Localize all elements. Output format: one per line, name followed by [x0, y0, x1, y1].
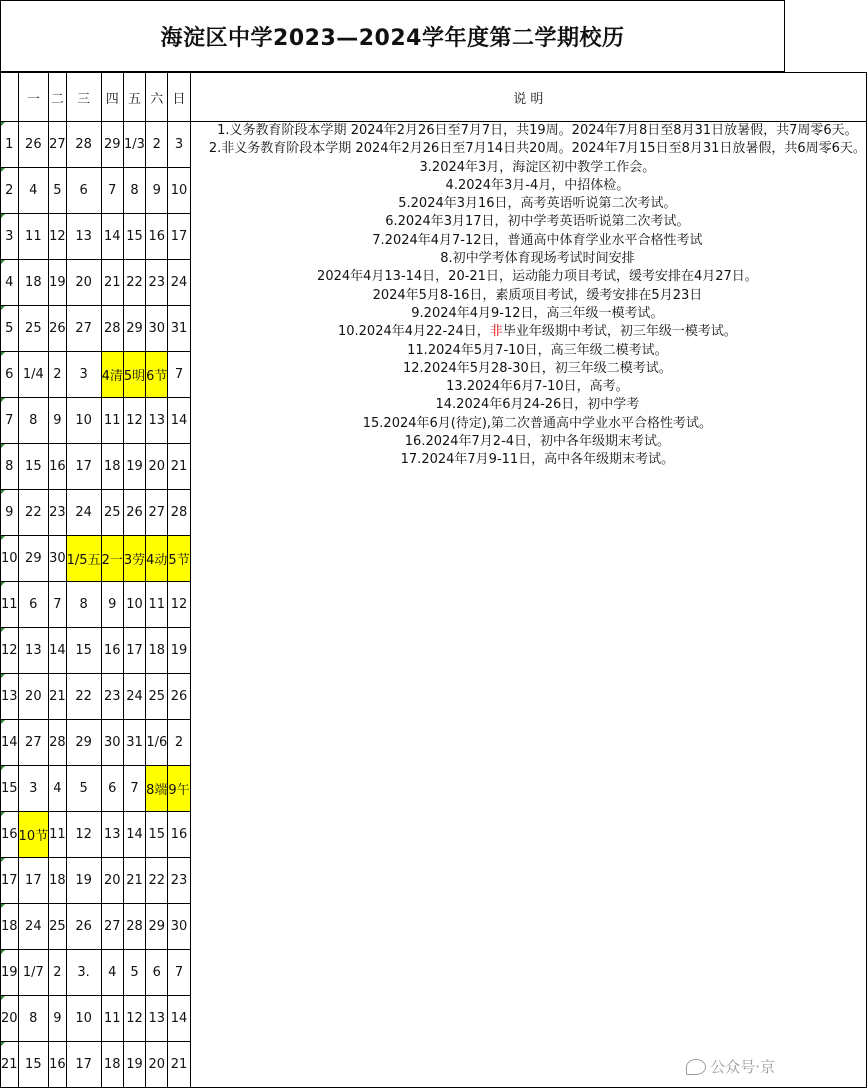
- day-cell: 7: [101, 168, 123, 214]
- day-cell: 20: [18, 674, 49, 720]
- day-cell: 4: [18, 168, 49, 214]
- day-cell: 9: [146, 168, 168, 214]
- note-text: 11.2024年5月7-10日，高三年级二模考试。: [407, 342, 668, 358]
- day-cell: 18: [18, 260, 49, 306]
- day-cell: 10: [66, 996, 101, 1042]
- note-text: 16.2024年7月2-4日，初中各年级期末考试。: [404, 434, 671, 450]
- note-item: [191, 213, 866, 231]
- note-item: [191, 140, 866, 158]
- note-text: 9.2024年4月9-12日，高三年级一模考试。: [411, 305, 664, 321]
- note-text: 8.初中学考体育现场考试时间安排: [440, 251, 635, 267]
- holiday-cell: 4动: [146, 536, 168, 582]
- day-cell: 10: [123, 582, 145, 628]
- day-cell: 15: [146, 812, 168, 858]
- day-cell: 25: [18, 306, 49, 352]
- day-cell: 6: [101, 766, 123, 812]
- day-cell: 25: [146, 674, 168, 720]
- day-cell: 3: [168, 122, 190, 168]
- day-cell: 14: [168, 996, 190, 1042]
- day-cell: 27: [66, 306, 101, 352]
- week-number: 9: [1, 490, 19, 536]
- day-cell: 9: [101, 582, 123, 628]
- watermark: [686, 1056, 775, 1077]
- day-cell: 17: [66, 1042, 101, 1088]
- day-cell: 18: [101, 1042, 123, 1088]
- note-text: 10.2024年4月22-24日，: [337, 324, 490, 340]
- day-cell: 10: [66, 398, 101, 444]
- week-number: 16: [1, 812, 19, 858]
- day-cell: 15: [123, 214, 145, 260]
- holiday-cell: 4清: [101, 352, 123, 398]
- day-cell: 28: [168, 490, 190, 536]
- day-cell: 15: [18, 444, 49, 490]
- header-notes: 说 明: [190, 73, 866, 122]
- day-cell: 6: [66, 168, 101, 214]
- note-text: 2024年4月13-14日，20-21日，运动能力项目考试，缓考安排在4月27日。: [317, 269, 758, 285]
- day-cell: 30: [168, 904, 190, 950]
- day-cell: 3: [66, 352, 101, 398]
- day-cell: 20: [101, 858, 123, 904]
- header-weekday: 二: [49, 73, 67, 122]
- day-cell: 21: [123, 858, 145, 904]
- day-cell: 22: [146, 858, 168, 904]
- day-cell: 30: [49, 536, 67, 582]
- day-cell: 21: [168, 1042, 190, 1088]
- day-cell: 13: [18, 628, 49, 674]
- page-title: 海淀区中学2023—2024学年度第二学期校历: [0, 0, 785, 72]
- week-number: 6: [1, 352, 19, 398]
- day-cell: 14: [101, 214, 123, 260]
- header-row: [1, 73, 867, 122]
- note-text: 3.2024年3月，海淀区初中教学工作会。: [419, 159, 656, 175]
- day-cell: 2: [49, 950, 67, 996]
- day-cell: 27: [49, 122, 67, 168]
- day-cell: 3.: [66, 950, 101, 996]
- day-cell: 21: [49, 674, 67, 720]
- day-cell: 7: [49, 582, 67, 628]
- week-number: 18: [1, 904, 19, 950]
- day-cell: 11: [18, 214, 49, 260]
- note-text: 14.2024年6月24-26日，初中学考: [435, 397, 640, 413]
- note-item: [191, 177, 866, 195]
- week-number: 14: [1, 720, 19, 766]
- week-number: 21: [1, 1042, 19, 1088]
- day-cell: 20: [146, 1042, 168, 1088]
- day-cell: 19: [49, 260, 67, 306]
- day-cell: 23: [49, 490, 67, 536]
- note-item: [191, 195, 866, 213]
- day-cell: 6: [146, 950, 168, 996]
- day-cell: 11: [146, 582, 168, 628]
- header-weekday: 三: [66, 73, 101, 122]
- week-number: 2: [1, 168, 19, 214]
- day-cell: 19: [168, 628, 190, 674]
- day-cell: 12: [49, 214, 67, 260]
- day-cell: 10: [168, 168, 190, 214]
- note-item: [191, 433, 866, 451]
- day-cell: 16: [49, 1042, 67, 1088]
- day-cell: 29: [123, 306, 145, 352]
- note-text: 2024年5月8-16日，素质项目考试，缓考安排在5月23日: [372, 287, 703, 303]
- notes-column: [190, 122, 866, 1088]
- day-cell: 30: [146, 306, 168, 352]
- day-cell: 13: [101, 812, 123, 858]
- note-text: 12.2024年5月28-30日，初三年级二模考试。: [403, 360, 672, 376]
- day-cell: 24: [123, 674, 145, 720]
- holiday-cell: 8端: [146, 766, 168, 812]
- week-number: 1: [1, 122, 19, 168]
- day-cell: 13: [146, 398, 168, 444]
- day-cell: 12: [66, 812, 101, 858]
- holiday-cell: 5节: [168, 536, 190, 582]
- note-item: [191, 232, 866, 250]
- week-number: 3: [1, 214, 19, 260]
- day-cell: 22: [66, 674, 101, 720]
- day-cell: 22: [18, 490, 49, 536]
- day-cell: 18: [101, 444, 123, 490]
- week-number: 11: [1, 582, 19, 628]
- day-cell: 16: [146, 214, 168, 260]
- day-cell: 7: [123, 766, 145, 812]
- day-cell: 7: [168, 950, 190, 996]
- day-cell: 27: [101, 904, 123, 950]
- day-cell: 26: [66, 904, 101, 950]
- header-corner: [1, 73, 19, 122]
- day-cell: 12: [123, 996, 145, 1042]
- note-item: [191, 378, 866, 396]
- day-cell: 7: [168, 352, 190, 398]
- day-cell: 13: [146, 996, 168, 1042]
- day-cell: 19: [123, 444, 145, 490]
- day-cell: 17: [18, 858, 49, 904]
- note-item: [191, 122, 866, 140]
- week-row: [1, 122, 867, 168]
- note-text: 2.非义务教育阶段本学期 2024年2月26日至7月14日共20周。2024年7月15日至8月31日放暑假，共6周零6天。: [208, 141, 866, 157]
- note-item: [191, 415, 866, 433]
- note-item: [191, 360, 866, 378]
- day-cell: 14: [123, 812, 145, 858]
- week-number: 15: [1, 766, 19, 812]
- day-cell: 29: [146, 904, 168, 950]
- day-cell: 23: [146, 260, 168, 306]
- day-cell: 27: [18, 720, 49, 766]
- day-cell: 5: [49, 168, 67, 214]
- note-item: [191, 287, 866, 305]
- holiday-cell: 1/5五: [66, 536, 101, 582]
- day-cell: 31: [123, 720, 145, 766]
- day-cell: 31: [168, 306, 190, 352]
- wechat-icon: [686, 1059, 706, 1075]
- day-cell: 2: [146, 122, 168, 168]
- day-cell: 27: [146, 490, 168, 536]
- day-cell: 2: [49, 352, 67, 398]
- day-cell: 17: [168, 214, 190, 260]
- week-number: 4: [1, 260, 19, 306]
- day-cell: 5: [66, 766, 101, 812]
- week-number: 10: [1, 536, 19, 582]
- day-cell: 29: [18, 536, 49, 582]
- day-cell: 24: [168, 260, 190, 306]
- day-cell: 28: [66, 122, 101, 168]
- day-cell: 24: [18, 904, 49, 950]
- day-cell: 28: [123, 904, 145, 950]
- day-cell: 24: [66, 490, 101, 536]
- header-weekday: 六: [146, 73, 168, 122]
- day-cell: 3: [18, 766, 49, 812]
- note-text: 4.2024年3月-4月，中招体检。: [445, 177, 630, 193]
- week-number: 5: [1, 306, 19, 352]
- day-cell: 25: [101, 490, 123, 536]
- day-cell: 22: [123, 260, 145, 306]
- holiday-cell: 5明: [123, 352, 145, 398]
- note-text: 1.义务教育阶段本学期 2024年2月26日至7月7日，共19周。2024年7月8日至8月31日放暑假，共7周零6天。: [217, 123, 858, 138]
- note-text: 5.2024年3月16日，高考英语听说第二次考试。: [398, 196, 677, 212]
- day-cell: 12: [123, 398, 145, 444]
- day-cell: 5: [123, 950, 145, 996]
- day-cell: 9: [49, 996, 67, 1042]
- week-number: 19: [1, 950, 19, 996]
- day-cell: 16: [101, 628, 123, 674]
- note-text: 7.2024年4月7-12日，普通高中体育学业水平合格性考试: [372, 232, 703, 248]
- week-number: 7: [1, 398, 19, 444]
- day-cell: 15: [18, 1042, 49, 1088]
- day-cell: 16: [49, 444, 67, 490]
- day-cell: 18: [146, 628, 168, 674]
- day-cell: 1/3: [123, 122, 145, 168]
- day-cell: 6: [18, 582, 49, 628]
- day-cell: 15: [66, 628, 101, 674]
- day-cell: 26: [49, 306, 67, 352]
- day-cell: 23: [101, 674, 123, 720]
- note-text: 6.2024年3月17日，初中学考英语听说第二次考试。: [385, 214, 690, 230]
- week-number: 20: [1, 996, 19, 1042]
- holiday-cell: 3劳: [123, 536, 145, 582]
- day-cell: 8: [18, 398, 49, 444]
- watermark-text: 公众号·京: [710, 1058, 775, 1076]
- day-cell: 28: [101, 306, 123, 352]
- week-number: 12: [1, 628, 19, 674]
- day-cell: 19: [66, 858, 101, 904]
- day-cell: 14: [168, 398, 190, 444]
- day-cell: 20: [146, 444, 168, 490]
- note-item: [191, 250, 866, 268]
- day-cell: 13: [66, 214, 101, 260]
- note-item: [191, 323, 866, 341]
- day-cell: 17: [123, 628, 145, 674]
- day-cell: 11: [101, 398, 123, 444]
- day-cell: 18: [49, 858, 67, 904]
- note-text-red: 非: [489, 324, 503, 340]
- day-cell: 26: [123, 490, 145, 536]
- day-cell: 1/4: [18, 352, 49, 398]
- note-text: 15.2024年6月(待定),第二次普通高中学业水平合格性考试。: [362, 415, 713, 431]
- header-weekday: 四: [101, 73, 123, 122]
- note-item: [191, 268, 866, 286]
- day-cell: 4: [101, 950, 123, 996]
- week-number: 17: [1, 858, 19, 904]
- header-weekday: 五: [123, 73, 145, 122]
- day-cell: 8: [66, 582, 101, 628]
- day-cell: 8: [123, 168, 145, 214]
- holiday-cell: 9午: [168, 766, 190, 812]
- note-text: 13.2024年6月7-10日，高考。: [446, 379, 629, 395]
- day-cell: 11: [49, 812, 67, 858]
- day-cell: 14: [49, 628, 67, 674]
- day-cell: 8: [18, 996, 49, 1042]
- week-number: 8: [1, 444, 19, 490]
- note-item: [191, 159, 866, 177]
- day-cell: 19: [123, 1042, 145, 1088]
- day-cell: 23: [168, 858, 190, 904]
- day-cell: 26: [168, 674, 190, 720]
- note-item: [191, 342, 866, 360]
- day-cell: 28: [49, 720, 67, 766]
- week-number: 13: [1, 674, 19, 720]
- day-cell: 1/6: [146, 720, 168, 766]
- holiday-cell: 10节: [18, 812, 49, 858]
- day-cell: 12: [168, 582, 190, 628]
- header-weekday: 日: [168, 73, 190, 122]
- day-cell: 1/7: [18, 950, 49, 996]
- header-weekday: 一: [18, 73, 49, 122]
- day-cell: 4: [49, 766, 67, 812]
- day-cell: 21: [168, 444, 190, 490]
- holiday-cell: 6节: [146, 352, 168, 398]
- day-cell: 21: [101, 260, 123, 306]
- day-cell: 11: [101, 996, 123, 1042]
- day-cell: 29: [101, 122, 123, 168]
- day-cell: 20: [66, 260, 101, 306]
- day-cell: 16: [168, 812, 190, 858]
- day-cell: 2: [168, 720, 190, 766]
- note-item: [191, 396, 866, 414]
- day-cell: 9: [49, 398, 67, 444]
- note-item: [191, 451, 866, 469]
- day-cell: 26: [18, 122, 49, 168]
- note-item: [191, 305, 866, 323]
- day-cell: 25: [49, 904, 67, 950]
- note-text-tail: 毕业年级期中考试，初三年级一模考试。: [502, 324, 737, 340]
- day-cell: 17: [66, 444, 101, 490]
- calendar-table: [0, 72, 867, 1088]
- note-text: 17.2024年7月9-11日，高中各年级期末考试。: [400, 452, 675, 468]
- day-cell: 30: [101, 720, 123, 766]
- holiday-cell: 2一: [101, 536, 123, 582]
- day-cell: 29: [66, 720, 101, 766]
